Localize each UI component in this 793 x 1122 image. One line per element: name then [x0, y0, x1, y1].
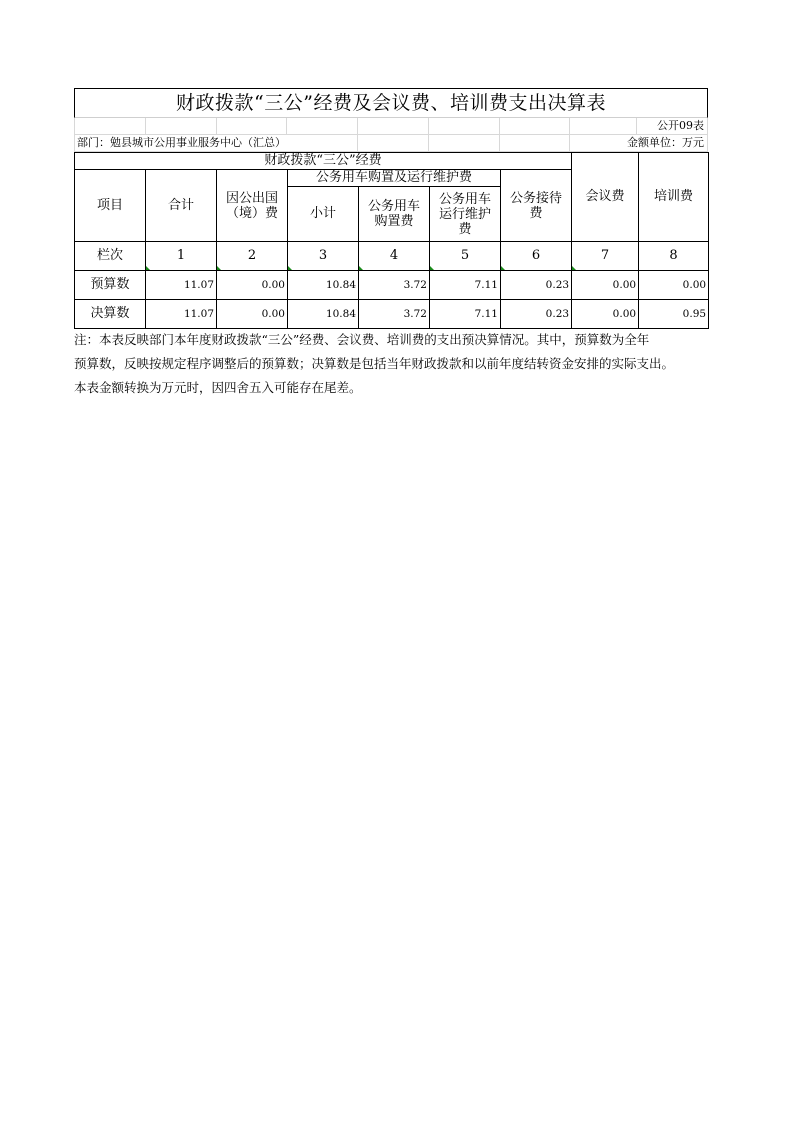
footnote-line: 预算数，反映按规定程序调整后的预算数；决算数是包括当年财政拨款和以前年度结转资金安排的实际支出。	[74, 356, 675, 371]
form-number-row	[74, 118, 708, 135]
table-cell: 3.72	[359, 271, 430, 300]
table-cell: 0.00	[217, 271, 288, 300]
table-cell: 11.07	[146, 300, 217, 329]
column-number: 8	[639, 242, 709, 271]
department-row	[74, 135, 708, 152]
item-header: 项目	[75, 170, 146, 242]
table-cell: 0.00	[217, 300, 288, 329]
column-number: 4	[359, 242, 430, 271]
column-number: 1	[146, 242, 217, 271]
column-number: 2	[217, 242, 288, 271]
training-fee-header: 培训费	[639, 153, 709, 242]
comment-marker-icon	[146, 266, 150, 270]
amount-unit: 金额单位：万元	[627, 136, 705, 149]
table-cell: 0.23	[501, 300, 572, 329]
table-row	[75, 300, 709, 329]
table-row	[75, 271, 709, 300]
three-public-group-header: 财政拨款“三公”经费	[75, 153, 572, 170]
table-cell: 0.00	[572, 271, 639, 300]
table-cell: 10.84	[288, 271, 359, 300]
table-cell: 7.11	[430, 271, 501, 300]
table-cell: 3.72	[359, 300, 430, 329]
table-cell: 7.11	[430, 300, 501, 329]
expenditure-table	[74, 152, 709, 329]
footnote	[74, 328, 714, 400]
comment-marker-icon	[359, 266, 363, 270]
table-cell: 0.00	[639, 271, 709, 300]
vehicle-purchase-header: 公务用车 购置费	[359, 187, 430, 242]
comment-marker-icon	[572, 266, 576, 270]
comment-marker-icon	[430, 266, 434, 270]
report-sheet	[74, 88, 708, 329]
column-index-label: 栏次	[75, 242, 146, 271]
meeting-fee-header: 会议费	[572, 153, 639, 242]
table-cell: 0.00	[572, 300, 639, 329]
vehicle-group-header: 公务用车购置及运行维护费	[288, 170, 501, 187]
total-header: 合计	[146, 170, 217, 242]
form-number: 公开09表	[657, 119, 705, 132]
comment-marker-icon	[217, 266, 221, 270]
comment-marker-icon	[288, 266, 292, 270]
reception-fee-header: 公务接待 费	[501, 170, 572, 242]
column-number: 6	[501, 242, 572, 271]
vehicle-operation-header: 公务用车 运行维护 费	[430, 187, 501, 242]
column-index-row	[75, 242, 709, 271]
comment-marker-icon	[501, 266, 505, 270]
table-cell: 0.23	[501, 271, 572, 300]
table-cell: 11.07	[146, 271, 217, 300]
footnote-line: 本表金额转换为万元时，因四舍五入可能存在尾差。	[74, 380, 362, 395]
row-label: 预算数	[75, 271, 146, 300]
table-cell: 0.95	[639, 300, 709, 329]
column-number: 7	[572, 242, 639, 271]
footnote-line: 注：本表反映部门本年度财政拨款“三公”经费、会议费、培训费的支出预决算情况。其中，预算数为全年	[74, 332, 650, 347]
abroad-fee-header: 因公出国 （境）费	[217, 170, 288, 242]
table-cell: 10.84	[288, 300, 359, 329]
report-title: 财政拨款“三公”经费及会议费、培训费支出决算表	[74, 88, 708, 118]
vehicle-subtotal-header: 小计	[288, 187, 359, 242]
department-label: 部门：勉县城市公用事业服务中心（汇总）	[75, 135, 358, 151]
column-number: 5	[430, 242, 501, 271]
column-number: 3	[288, 242, 359, 271]
row-label: 决算数	[75, 300, 146, 329]
